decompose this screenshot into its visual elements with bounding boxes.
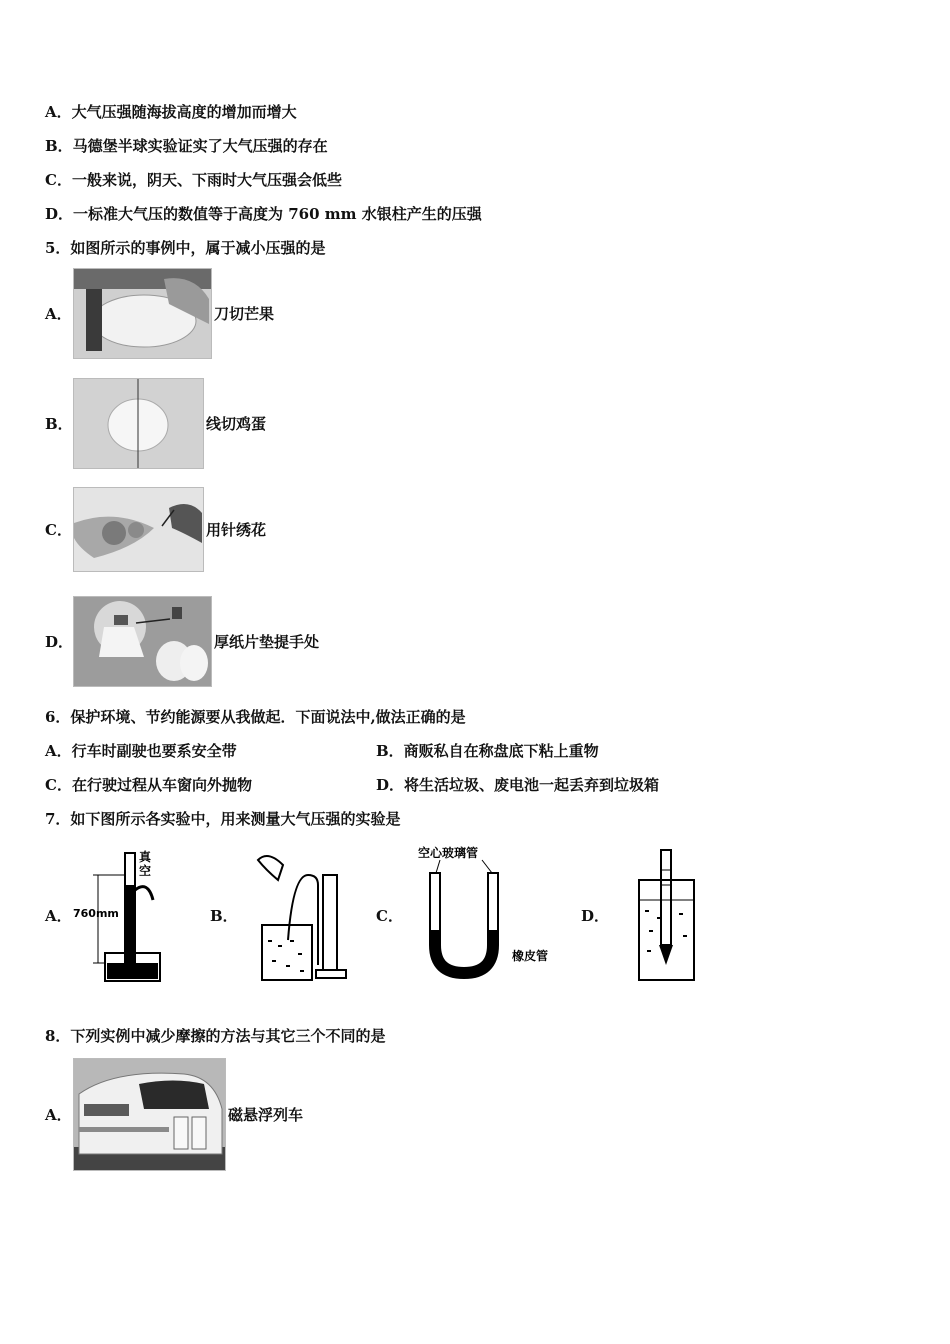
q6-stem: 6．保护环境、节约能源要从我做起．下面说法中,做法正确的是: [45, 708, 466, 726]
q8-stem: 8．下列实例中减少摩擦的方法与其它三个不同的是: [45, 1027, 386, 1045]
pressure-gauge-diagram: [238, 845, 368, 985]
glass-tube-label: 空心玻璃管: [418, 846, 479, 860]
q5-option-c: [45, 487, 266, 572]
height-label: 760mm: [73, 907, 119, 920]
u-tube-diagram: [404, 845, 564, 985]
option-caption: 磁悬浮列车: [228, 1106, 304, 1124]
option-letter: D．: [581, 906, 610, 925]
paper-handle-photo: [73, 596, 212, 687]
q8-option-a: [45, 1058, 303, 1171]
q7-option-b: [210, 845, 368, 985]
option-letter: A．: [45, 305, 72, 323]
q4-option-a: A．大气压强随海拔高度的增加而增大: [45, 103, 297, 121]
option-letter: A．: [45, 906, 72, 925]
q4-option-b: B．马德堡半球实验证实了大气压强的存在: [45, 137, 328, 155]
option-letter: B．: [210, 906, 238, 925]
knife-mango-photo: [73, 268, 212, 359]
q7-option-d: [581, 845, 719, 985]
option-caption: 用针绣花: [206, 521, 267, 539]
maglev-train-photo: [73, 1058, 226, 1171]
q7-option-c: [376, 845, 564, 985]
needle-embroidery-photo: [73, 487, 204, 572]
q5-option-d: [45, 596, 319, 687]
q5-option-b: [45, 378, 266, 469]
rubber-hose-label: 橡皮管: [512, 949, 549, 963]
vacuum-label-1: 真: [139, 850, 152, 864]
q6-option-a: A．行车时副驶也要系安全带: [45, 742, 237, 760]
q5-option-a: [45, 268, 274, 359]
q6-option-d: D．将生活垃圾、废电池一起丢弃到垃圾箱: [376, 776, 660, 794]
q6-option-b: B．商贩私自在称盘底下粘上重物: [376, 742, 599, 760]
q7-stem: 7．如下图所示各实验中，用来测量大气压强的实验是: [45, 810, 401, 828]
option-letter: C．: [45, 521, 72, 539]
option-letter: A．: [45, 1106, 72, 1124]
option-caption: 厚纸片垫提手处: [214, 633, 320, 651]
option-caption: 刀切芒果: [214, 305, 275, 323]
q7-option-a: [45, 845, 203, 985]
option-letter: B．: [45, 415, 73, 433]
vacuum-label-2: 空: [139, 864, 152, 878]
thread-egg-photo: [73, 378, 204, 469]
torricelli-tube-diagram: [73, 845, 203, 985]
option-letter: D．: [45, 633, 74, 651]
q5-stem: 5．如图所示的事例中，属于减小压强的是: [45, 239, 326, 257]
option-caption: 线切鸡蛋: [206, 415, 267, 433]
q6-option-c: C．在行驶过程从车窗向外抛物: [45, 776, 252, 794]
q4-option-d: D．一标准大气压的数值等于高度为 760 mm 水银柱产生的压强: [45, 205, 482, 223]
q4-option-c: C．一般来说，阴天、下雨时大气压强会低些: [45, 171, 342, 189]
option-letter: C．: [376, 906, 403, 925]
densimeter-diagram: [609, 845, 719, 985]
